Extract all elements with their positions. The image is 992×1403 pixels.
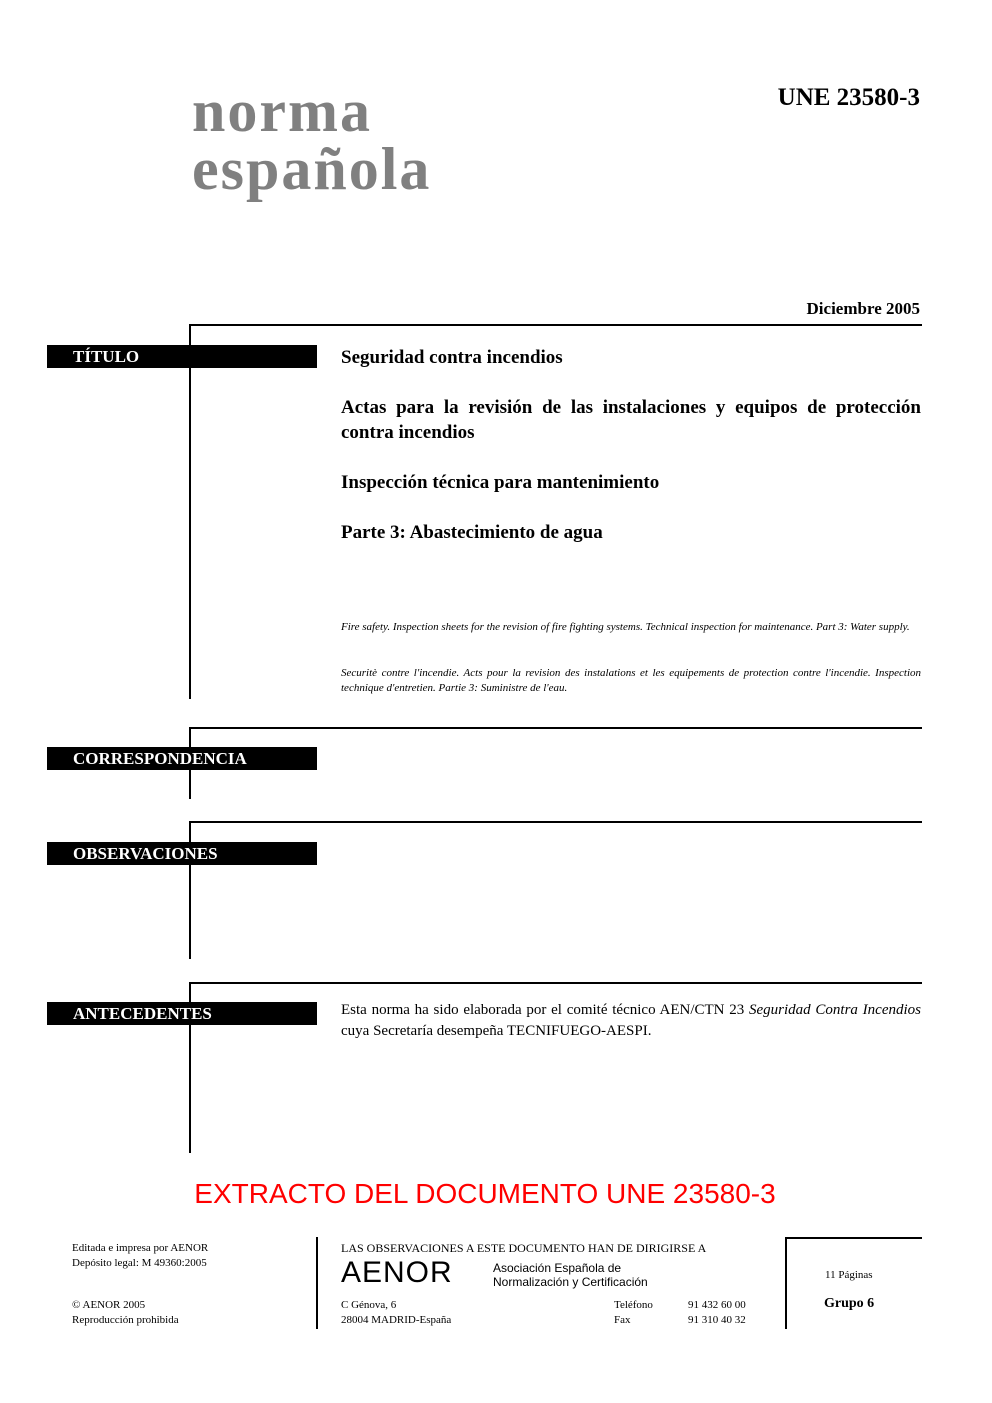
footer-pages: 11 Páginas <box>825 1269 873 1281</box>
correspondencia-top-rule <box>189 727 922 729</box>
correspondencia-label: CORRESPONDENCIA <box>47 747 317 770</box>
title-inspection: Inspección técnica para mantenimiento <box>341 472 660 493</box>
observaciones-label: OBSERVACIONES <box>47 842 317 865</box>
aenor-full-name <box>493 1261 648 1289</box>
footer-divider-right <box>785 1237 787 1329</box>
extract-notice: EXTRACTO DEL DOCUMENTO UNE 23580-3 <box>194 1178 776 1209</box>
observaciones-top-rule <box>189 821 922 823</box>
antecedentes-text <box>341 1000 921 1042</box>
antecedentes-committee-name: Seguridad Contra Incendios <box>749 1002 921 1018</box>
footer-observations-to: LAS OBSERVACIONES A ESTE DOCUMENTO HAN DE DIRIGIRSE A <box>341 1241 707 1255</box>
footer-edited-by: Editada e impresa por AENOR <box>72 1242 209 1254</box>
brand-line-norma: norma <box>192 78 372 144</box>
antecedentes-label: ANTECEDENTES <box>47 1002 317 1025</box>
brand-line-espanola: española <box>192 136 432 202</box>
footer-group: Grupo 6 <box>824 1296 875 1311</box>
antecedentes-top-rule <box>189 982 922 984</box>
titulo-vertical-rule <box>189 324 191 699</box>
aenor-name-line1: Asociación Española de <box>493 1261 622 1275</box>
footer-fax: 91 310 40 32 <box>688 1314 746 1326</box>
footer-fax-label: Fax <box>614 1314 631 1326</box>
brand-title <box>192 78 432 202</box>
titulo-top-rule <box>189 324 922 326</box>
footer-divider-left <box>316 1237 318 1329</box>
footer-reproduction: Reproducción prohibida <box>72 1314 179 1326</box>
footer-phone-label: Teléfono <box>614 1299 653 1311</box>
title-part: Parte 3: Abastecimiento de agua <box>341 522 603 543</box>
aenor-logo: AENOR <box>341 1256 453 1289</box>
publication-date: Diciembre 2005 <box>806 299 920 318</box>
title-acts: Actas para la revisión de las instalaciones y equipos de protección contra incendios <box>341 397 921 443</box>
footer-copyright: © AENOR 2005 <box>72 1299 146 1311</box>
antecedentes-text-b: cuya Secretaría desempeña TECNIFUEGO-AESPI. <box>341 1023 652 1039</box>
footer-address-line2: 28004 MADRID-España <box>341 1314 452 1326</box>
titulo-label: TÍTULO <box>47 345 317 368</box>
standard-code: UNE 23580-3 <box>777 84 920 111</box>
footer-address-line1: C Génova, 6 <box>341 1299 397 1311</box>
title-main: Seguridad contra incendios <box>341 347 563 368</box>
antecedentes-text-a: Esta norma ha sido elaborada por el comité técnico AEN/CTN 23 <box>341 1002 749 1018</box>
title-english: Fire safety. Inspection sheets for the revision of fire fighting systems. Technical inspection for maintenance. Part 3: Water supply. <box>341 621 910 633</box>
footer-box-top-rule <box>785 1237 922 1239</box>
title-french: Securitè contre l'incendie. Acts pour la revision des instalations et les equipements de protection contre l'incendie. Inspection technique d'entretien. Partie 3: Suministre de l'eau. <box>341 667 921 694</box>
footer-legal-deposit: Depósito legal: M 49360:2005 <box>72 1257 207 1269</box>
footer-phone: 91 432 60 00 <box>688 1299 746 1311</box>
aenor-name-line2: Normalización y Certificación <box>493 1275 648 1289</box>
